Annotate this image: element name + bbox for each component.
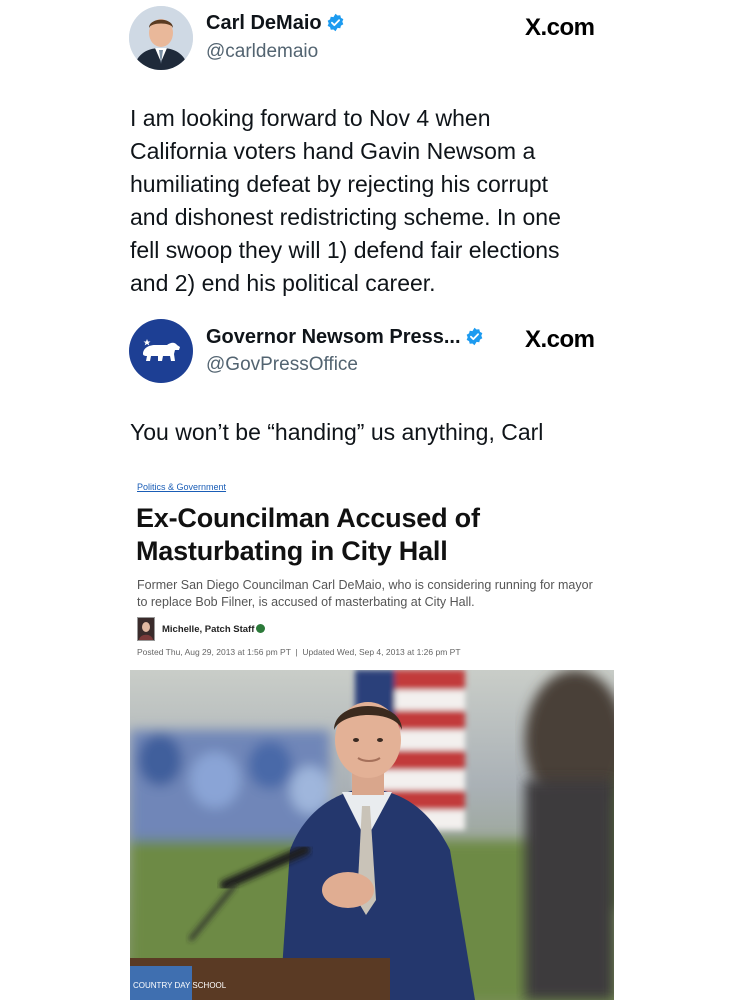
tweet1-author[interactable] [206,12,345,35]
verified-badge-icon [326,13,345,32]
article-headline-line: Ex-Councilman Accused of [136,503,480,533]
tweet1-display-name[interactable]: Carl DeMaio [206,12,322,34]
tweet2-body: You won’t be “handing” us anything, Carl [130,419,544,445]
article-photo [130,670,614,1000]
tweet1-line: fell swoop they will 1) defend fair elections [130,237,560,263]
article-headline [136,502,616,568]
tweet1-source-label: X.com [525,14,595,41]
article-dek [137,577,607,611]
article-dek-line: Former San Diego Councilman Carl DeMaio, who is considering running for mayor [137,578,593,592]
tweet1-line: California voters hand Gavin Newsom a [130,138,536,164]
gov-press-office-avatar[interactable] [129,319,193,383]
tweet1-body [130,102,650,300]
tweet1-handle[interactable]: @carldemaio [206,41,319,62]
carl-demaio-at-podium-image [130,670,614,1000]
article-author[interactable] [162,624,265,635]
tweet2-source-label: X.com [525,326,595,353]
tweet1-line: I am looking forward to Nov 4 when [130,105,491,131]
tweet1-line: humiliating defeat by rejecting his corrupt [130,171,549,197]
verified-badge-icon [465,327,484,346]
article-author-name[interactable]: Michelle, Patch Staff [162,624,255,635]
podium-sign-text: COUNTRY DAY SCHOOL [133,981,227,990]
article-dek-line: to replace Bob Filner, is accused of masterbating at City Hall. [137,595,475,609]
california-bear-icon [139,336,183,366]
profile-photo-icon [129,6,193,70]
tweet2-display-name[interactable]: Governor Newsom Press... [206,326,461,348]
author-avatar[interactable] [137,617,155,641]
verified-author-icon [256,624,265,633]
article-timestamps: Posted Thu, Aug 29, 2013 at 1:56 pm PT | Updated Wed, Sep 4, 2013 at 1:26 pm PT [137,647,461,657]
tweet1-line: and dishonest redistricting scheme. In one [130,204,561,230]
article-headline-line: Masturbating in City Hall [136,536,448,566]
author-photo-icon [138,618,154,640]
carl-demaio-avatar[interactable] [129,6,193,70]
tweet2-author[interactable] [206,326,484,349]
tweet2-handle[interactable]: @GovPressOffice [206,354,358,375]
tweet1-line: and 2) end his political career. [130,270,436,296]
article-category-link[interactable]: Politics & Government [137,482,227,492]
